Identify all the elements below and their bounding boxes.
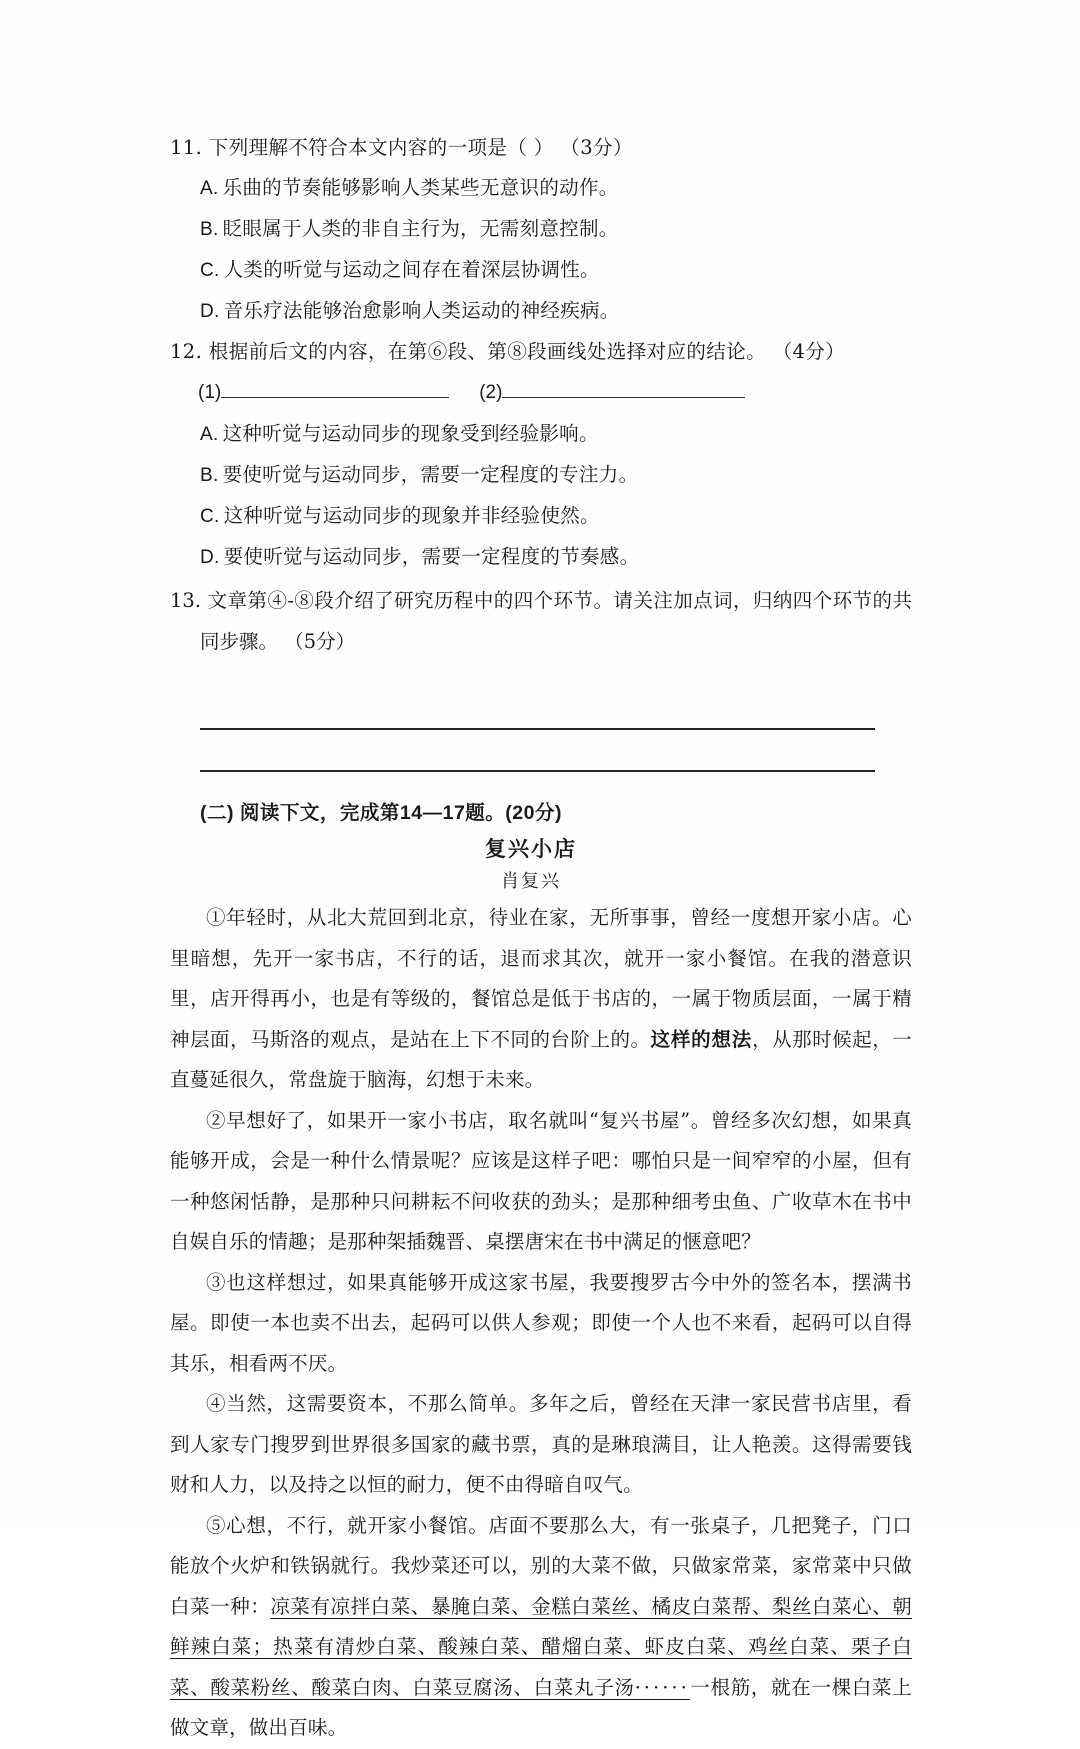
- option-text: 这种听觉与运动同步的现象并非经验使然。: [223, 504, 600, 527]
- question-12-blanks: [170, 372, 912, 414]
- option-letter: C.: [200, 506, 220, 527]
- answer-line-1[interactable]: [200, 688, 875, 730]
- option-letter: D.: [200, 301, 220, 322]
- option-text: 这种听觉与运动同步的现象受到经验影响。: [222, 422, 599, 445]
- question-12-stem: 12. 根据前后文的内容，在第⑥段、第⑧段画线处选择对应的结论。 （4分）: [170, 340, 846, 363]
- question-12-option-d[interactable]: [170, 537, 912, 578]
- blank-two-label: (2): [479, 382, 503, 403]
- option-letter: A.: [200, 178, 219, 199]
- blank-two-input[interactable]: [502, 381, 745, 398]
- blank-one-label: (1): [198, 382, 222, 403]
- question-12-option-c[interactable]: [170, 496, 912, 537]
- option-letter: B.: [200, 465, 219, 486]
- option-text: 要使听觉与运动同步，需要一定程度的节奏感。: [223, 545, 640, 568]
- option-text: 眨眼属于人类的非自主行为，无需刻意控制。: [222, 217, 619, 240]
- paragraph-5-underlined-list: 凉菜有凉拌白菜、暴腌白菜、金糕白菜丝、橘皮白菜帮、梨丝白菜心、朝鲜辣白菜；热菜有清炒白菜、酸辣白菜、醋熘白菜、虾皮白菜、鸡丝白菜、栗子白菜、酸菜粉丝、酸菜白肉、白菜豆腐汤、白菜丸子汤: [170, 1594, 912, 1699]
- option-letter: D.: [200, 547, 220, 568]
- paragraph-5-text-a: ⑤心想，不行，就开家小餐馆。店面不要那么大，有一张桌子，几把凳子，门口能放个火炉和铁锅就行。我炒菜还可以，别的大菜不做，只做家常菜，家常菜中只做白菜一种：: [170, 1513, 912, 1618]
- blank-one-input[interactable]: [221, 381, 449, 398]
- question-12: [170, 332, 912, 578]
- page-content: [170, 128, 912, 1749]
- paragraph-1-text-b: ，从那时候起，一直蔓延很久，常盘旋于脑海，幻想于未来。: [170, 1027, 912, 1091]
- paragraph-5: [170, 1506, 912, 1749]
- option-text: 人类的听觉与运动之间存在着深层协调性。: [223, 258, 600, 281]
- section-heading: (二) 阅读下文，完成第14—17题。(20分): [200, 802, 562, 824]
- paragraph-5-text-b: 一根筋，就在一棵白菜上做文章，做出百味。: [170, 1675, 912, 1739]
- question-12-option-a[interactable]: [170, 414, 912, 455]
- question-11-option-b[interactable]: [170, 209, 912, 250]
- option-letter: C.: [200, 260, 220, 281]
- question-11-option-c[interactable]: [170, 250, 912, 291]
- option-text: 要使听觉与运动同步，需要一定程度的专注力。: [222, 463, 639, 486]
- question-13-stem: 13. 文章第④-⑧段介绍了研究历程中的四个环节。请关注加点词，归纳四个环节的共同步骤。 （5分）: [170, 589, 912, 653]
- option-letter: B.: [200, 219, 219, 240]
- option-letter: A.: [200, 424, 219, 445]
- question-11: [170, 128, 912, 332]
- paragraph-3: ③也这样想过，如果真能够开成这家书屋，我要搜罗古今中外的签名本，摆满书屋。即使一本也卖不出去，起码可以供人参观；即使一个人也不来看，起码可以自得其乐，相看两不厌。: [170, 1270, 912, 1375]
- paragraph-4: ④当然，这需要资本，不那么简单。多年之后，曾经在天津一家民营书店里，看到人家专门搜罗到世界很多国家的藏书票，真的是琳琅满目，让人艳羡。这得需要钱财和人力，以及持之以恒的耐力，便不由得暗自叹气。: [170, 1392, 912, 1496]
- paragraph-1: [170, 898, 912, 1101]
- question-13-answer-area[interactable]: [170, 688, 912, 772]
- article-author: 肖复兴: [501, 871, 561, 892]
- paragraph-5-ellipsis: ······: [634, 1675, 690, 1699]
- paragraph-1-emphasis: 这样的想法: [650, 1028, 753, 1051]
- article-title: 复兴小店: [485, 836, 577, 861]
- paragraph-1-text-a: ①年轻时，从北大荒回到北京，待业在家，无所事事，曾经一度想开家小店。心里暗想，先开一家书店，不行的话，退而求其次，就开一家小餐馆。在我的潜意识里，店开得再小，也是有等级的，餐馆总是低于书店的，一属于物质层面，一属于精神层面，马斯洛的观点，是站在上下不同的台阶上的。: [170, 906, 912, 1051]
- question-11-stem: 11. 下列理解不符合本文内容的一项是（ ） （3分）: [170, 136, 633, 159]
- paragraph-2: ②早想好了，如果开一家小书店，取名就叫“复兴书屋”。曾经多次幻想，如果真能够开成，会是一种什么情景呢？应该是这样子吧：哪怕只是一间窄窄的小屋，但有一种悠闲恬静，是那种只问耕耘不问收获的劲头；是那种细考虫鱼、广收草木在书中自娱自乐的情趣；是那种架插魏晋、桌摆唐宋在书中满足的惬意吧？: [170, 1108, 912, 1253]
- question-11-option-a[interactable]: [170, 168, 912, 209]
- option-text: 音乐疗法能够治愈影响人类运动的神经疾病。: [223, 299, 620, 322]
- question-12-option-b[interactable]: [170, 455, 912, 496]
- question-13: [170, 580, 912, 772]
- article-body: [170, 898, 912, 1749]
- question-11-option-d[interactable]: [170, 291, 912, 332]
- option-text: 乐曲的节奏能够影响人类某些无意识的动作。: [222, 176, 619, 199]
- answer-line-2[interactable]: [200, 730, 875, 772]
